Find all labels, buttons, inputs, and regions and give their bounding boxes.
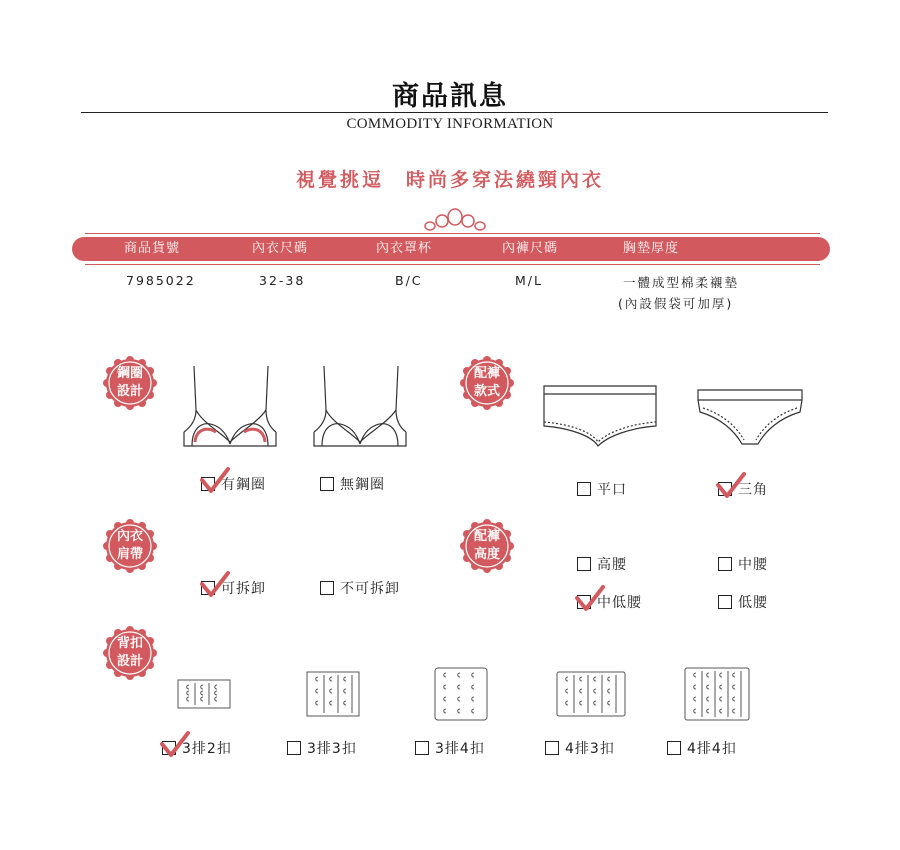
value-panty-size: M/L bbox=[515, 273, 543, 288]
badge-panty-style: 配褲 款式 bbox=[462, 358, 512, 408]
value-bra-size: 32-38 bbox=[259, 273, 306, 288]
check-mark-icon bbox=[159, 730, 191, 760]
hook-4x4-icon bbox=[684, 667, 750, 721]
option-without-underwire[interactable]: 無鋼圈 bbox=[320, 476, 385, 494]
option-hook-3x4[interactable]: 3排4扣 bbox=[415, 740, 485, 758]
checkbox[interactable] bbox=[667, 741, 681, 755]
header-bra-size: 內衣尺碼 bbox=[252, 241, 309, 256]
badge-underwire: 鋼圈 設計 bbox=[105, 358, 155, 408]
hook-3x2-icon bbox=[177, 679, 231, 709]
hook-3x4-icon bbox=[434, 667, 488, 721]
checkbox[interactable] bbox=[577, 482, 591, 496]
option-with-underwire[interactable]: 有鋼圈 bbox=[201, 476, 266, 494]
option-removable-strap[interactable]: 可拆卸 bbox=[201, 580, 266, 598]
spec-header-bar bbox=[72, 237, 830, 261]
badge-panty-rise: 配褲 高度 bbox=[462, 521, 512, 571]
header-item-code: 商品貨號 bbox=[124, 241, 181, 256]
header-cup: 內衣罩杯 bbox=[376, 241, 433, 256]
check-mark-icon bbox=[199, 466, 231, 496]
bra-with-underwire-icon bbox=[180, 362, 280, 457]
badge-strap: 內衣 肩帶 bbox=[105, 521, 155, 571]
bra-without-underwire-icon bbox=[310, 362, 410, 457]
checkbox[interactable] bbox=[320, 581, 334, 595]
checkbox[interactable] bbox=[287, 741, 301, 755]
checkbox[interactable] bbox=[718, 557, 732, 571]
checkbox[interactable] bbox=[320, 477, 334, 491]
title-divider bbox=[81, 112, 828, 113]
option-brief[interactable]: 三角 bbox=[718, 481, 768, 499]
value-pad-note: (內設假袋可加厚) bbox=[618, 296, 734, 311]
badge-back-hook: 背扣 設計 bbox=[105, 628, 155, 678]
value-pad-thickness: 一體成型棉柔襯墊 bbox=[623, 275, 740, 290]
option-low-rise[interactable]: 低腰 bbox=[718, 594, 768, 612]
option-hook-4x3[interactable]: 4排3扣 bbox=[545, 740, 615, 758]
option-mid-rise[interactable]: 中腰 bbox=[718, 556, 768, 574]
check-mark-icon bbox=[199, 570, 231, 600]
hook-3x3-icon bbox=[306, 671, 360, 717]
option-mid-low-rise[interactable]: 中低腰 bbox=[577, 594, 642, 612]
option-boyshort[interactable]: 平口 bbox=[577, 481, 627, 499]
hook-4x3-icon bbox=[556, 671, 626, 717]
scallop-ornament-icon bbox=[420, 206, 490, 232]
table-bottom-line bbox=[85, 264, 820, 265]
header-pad-thickness: 胸墊厚度 bbox=[623, 241, 680, 256]
table-top-line bbox=[85, 233, 820, 234]
value-cup: B/C bbox=[395, 273, 423, 288]
option-hook-3x2[interactable]: 3排2扣 bbox=[162, 740, 232, 758]
option-high-rise[interactable]: 高腰 bbox=[577, 556, 627, 574]
checkbox[interactable] bbox=[415, 741, 429, 755]
option-hook-4x4[interactable]: 4排4扣 bbox=[667, 740, 737, 758]
checkbox[interactable] bbox=[577, 557, 591, 571]
check-mark-icon bbox=[574, 584, 606, 614]
page-subtitle: COMMODITY INFORMATION bbox=[346, 116, 554, 132]
boyshort-panty-icon bbox=[540, 380, 660, 450]
page-title: 商品訊息 bbox=[392, 81, 508, 112]
checkbox[interactable] bbox=[718, 595, 732, 609]
option-fixed-strap[interactable]: 不可拆卸 bbox=[320, 580, 400, 598]
check-mark-icon bbox=[715, 471, 747, 501]
header-panty-size: 內褲尺碼 bbox=[502, 241, 559, 256]
checkbox[interactable] bbox=[545, 741, 559, 755]
value-item-code: 7985022 bbox=[126, 273, 196, 288]
brief-panty-icon bbox=[694, 386, 806, 450]
product-tagline: 視覺挑逗 時尚多穿法繞頸內衣 bbox=[295, 169, 604, 191]
option-hook-3x3[interactable]: 3排3扣 bbox=[287, 740, 357, 758]
